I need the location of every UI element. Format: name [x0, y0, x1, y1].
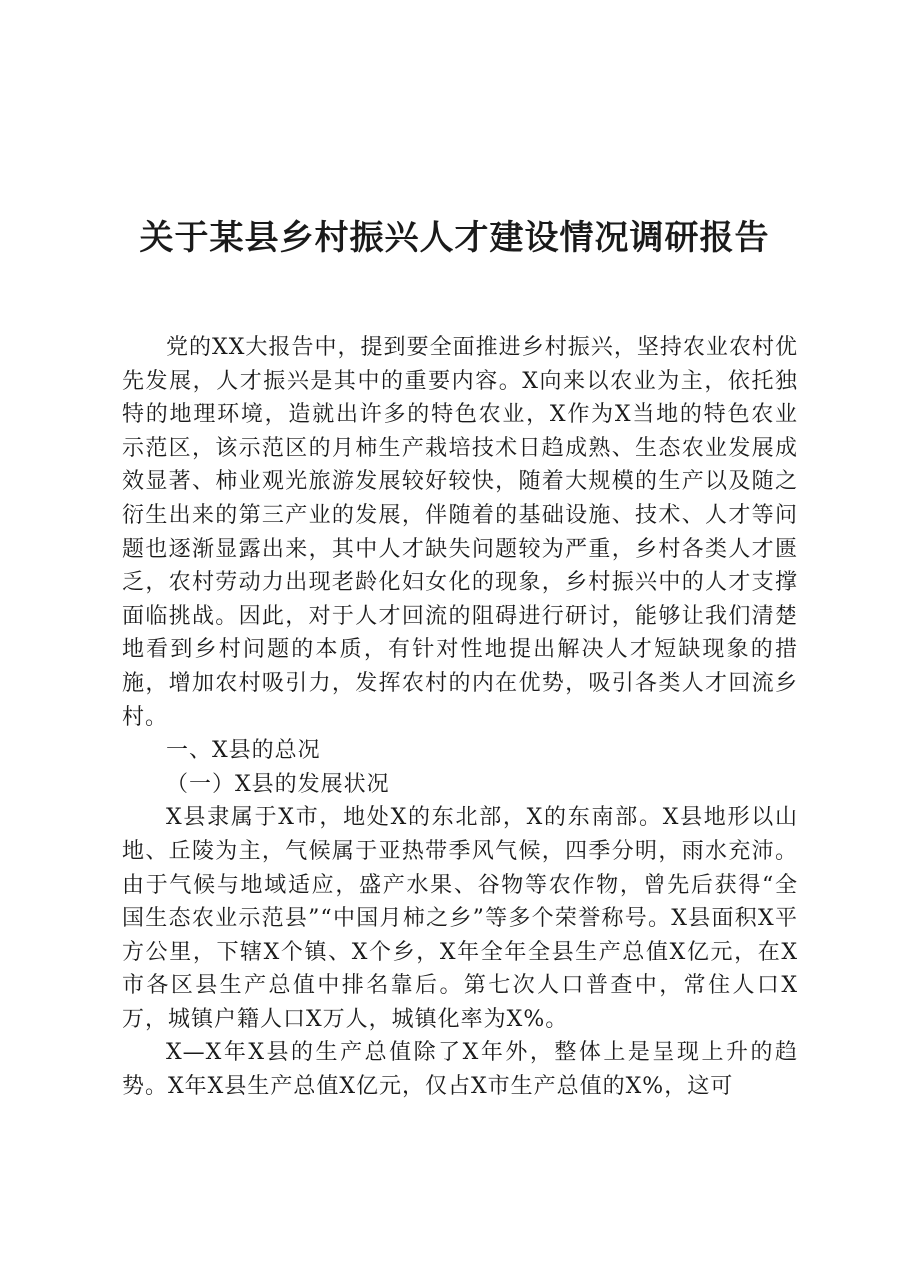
- body-paragraph: X县隶属于X市，地处X的东北部，X的东南部。X县地形以山地、丘陵为主，气候属于亚热带季风气候，四季分明，雨水充沛。由于气候与地域适应，盛产水果、谷物等农作物，曾先后获得“全国生态农业示范县”“中国月柿之乡”等多个荣誉称号。X县面积X平方公里，下辖X个镇、X个乡，X年全年全县生产总值X亿元，在X市各区县生产总值中排名靠后。第七次人口普查中，常住人口X万，城镇户籍人口X万人，城镇化率为X%。: [122, 805, 798, 1032]
- document-title: 关于某县乡村振兴人才建设情况调研报告: [139, 218, 770, 258]
- intro-paragraph: 党的XX大报告中，提到要全面推进乡村振兴，坚持农业农村优先发展，人才振兴是其中的重要内容。X向来以农业为主，依托独特的地理环境，造就出许多的特色农业，X作为X当地的特色农业示范区，该示范区的月柿生产栽培技术日趋成熟、生态农业发展成效显著、柿业观光旅游发展较好较快，随着大规模的生产以及随之衍生出来的第三产业的发展，伴随着的基础设施、技术、人才等问题也逐渐显露出来，其中人才缺失问题较为严重，乡村各类人才匮乏，农村劳动力出现老龄化妇女化的现象，乡村振兴中的人才支撑面临挑战。因此，对于人才回流的阻碍进行研讨，能够让我们清楚地看到乡村问题的本质，有针对性地提出解决人才短缺现象的措施，增加农村吸引力，发挥农村的内在优势，吸引各类人才回流乡村。: [122, 335, 798, 730]
- section-heading: 一、X县的总况: [166, 738, 321, 764]
- subsection-heading: （一）X县的发展状况: [166, 771, 390, 797]
- document-body: [122, 331, 798, 1104]
- body-paragraph: X—X年X县的生产总值除了X年外，整体上是呈现上升的趋势。X年X县生产总值X亿元，仅占X市生产总值的X%，这可: [122, 1040, 798, 1100]
